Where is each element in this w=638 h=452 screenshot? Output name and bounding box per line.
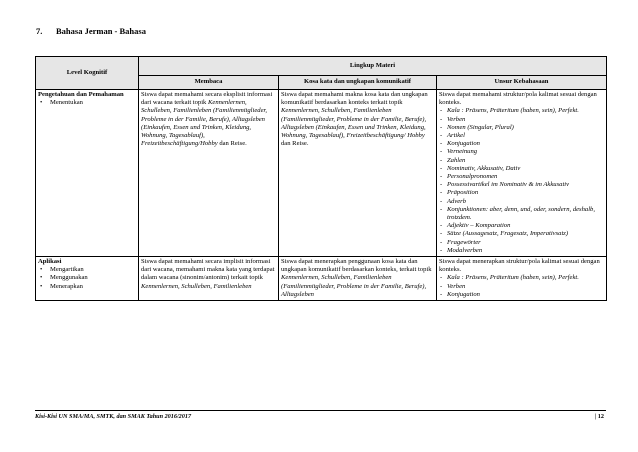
unsur-item: - Konjugation (447, 140, 604, 148)
unsur-intro: Siswa dapat memahami struktur/pola kalimat sesuai dengan konteks. (439, 91, 597, 107)
level-cell (36, 257, 139, 301)
kosa-kata-cell (279, 257, 437, 301)
membaca-text: Siswa dapat memahami secara eksplisit informasi dari wacana terkait topik (141, 91, 273, 107)
table-row (36, 90, 607, 257)
section-title: Bahasa Jerman - Bahasa (56, 26, 146, 36)
kisi-kisi-table (35, 56, 607, 301)
kosa-kata-cell (279, 90, 437, 257)
lingkup-materi-header: Lingkup Materi (139, 57, 607, 76)
membaca-cell (139, 90, 279, 257)
unsur-item: - Adverb (447, 198, 604, 206)
unsur-kebahasaan-header: Unsur Kebahasaan (437, 76, 607, 90)
unsur-list (439, 107, 604, 255)
unsur-item: - Konjugation (447, 291, 604, 299)
unsur-item: - Zahlen (447, 157, 604, 165)
membaca-text: Siswa dapat memahami secara implisit informasi dari wacana, memahami makna kata yang terdapat dalam wacana (sinonim/antonim) terkait topik (141, 258, 275, 282)
unsur-item: - Präposition (447, 189, 604, 197)
kosa-topics: Kennenlernen, Schulleben, Familienleben (Familienmitglieder, Probleme in der Familie, Berufe), Alltagsleben (281, 274, 427, 298)
unsur-item: - Personalpronomen (447, 173, 604, 181)
unsur-item: - Nomen (Singular, Plural) (447, 124, 604, 132)
kosa-kata-header: Kosa kata dan ungkapan komunikatif (279, 76, 437, 90)
kosa-topics: Kennenlernen, Schulleben, Familienleben (Familienmitglieder, Probleme in der Familie, Berufe), Alltagsleben (Einkaufen, Essen und Trinken, Kleidung, Wohnung, Tagesablauf), Freizeitbeschäftigung/ Hobby (281, 107, 427, 140)
kosa-text: Siswa dapat menerapkan penggunaan kosa kata dan ungkapan komunikatif berdasarkan konteks, terkait topik (281, 258, 432, 274)
table-row (36, 257, 607, 301)
level-item: • Menggunakan (46, 274, 136, 282)
page-number: | 12 (594, 413, 604, 420)
unsur-item: - Adjektiv – Komparation (447, 222, 604, 230)
kosa-text: Siswa dapat memahami makna kosa kata dan ungkapan komunikatif berdasarkan konteks terkait topik (281, 91, 428, 107)
level-item: • Menerapkan (46, 283, 136, 291)
membaca-cell (139, 257, 279, 301)
unsur-item: - Verben (447, 283, 604, 291)
unsur-item: - Modalverben (447, 247, 604, 255)
level-title: Pengetahuan dan Pemahaman (38, 91, 124, 98)
level-item: • Menentukan (46, 99, 136, 107)
membaca-topics: Kennenlernen, Schulleben, Familienleben (Familienmitglieder, Probleme in der Familie, Berufe), Alltagsleben (Einkaufen, Essen und Trinken, Kleidung, Wohnung, Tagesablauf), Freizeitbeschäftigung/Hobby (141, 99, 267, 148)
unsur-list (439, 274, 604, 299)
unsur-item: - Verben (447, 116, 604, 124)
unsur-item: - Verneinung (447, 148, 604, 156)
unsur-item: - Nominativ, Akkusativ, Dativ (447, 165, 604, 173)
level-kognitif-header: Level Kognitif (36, 57, 139, 90)
unsur-item: - Artikel (447, 132, 604, 140)
unsur-cell (437, 257, 607, 301)
footer-text: Kisi-Kisi UN SMA/MA, SMTK, dan SMAK Tahun 2016/2017 (35, 413, 192, 420)
kosa-text-end: dan Reise. (281, 140, 309, 148)
unsur-item: - Konjunktionen: aber, denn, und, oder, sondern, deshalb, trotzdem. (447, 206, 604, 222)
level-item: • Mengartikan (46, 266, 136, 274)
unsur-item: - Possessivartikel im Nominativ & im Akkusativ (447, 181, 604, 189)
section-number: 7. (36, 26, 43, 36)
membaca-topics: Kennenlernen, Schulleben, Familienleben (141, 282, 252, 290)
section-heading (36, 26, 146, 36)
unsur-item: - Kala : Präsens, Präteritum (haben, sein), Perfekt. (447, 107, 604, 115)
level-title: Aplikasi (38, 258, 62, 266)
membaca-header: Membaca (139, 76, 279, 90)
membaca-text-end: dan Reise. (217, 140, 247, 148)
unsur-item: - Sätze (Aussagesatz, Fragesatz, Imperativsatz) (447, 230, 604, 238)
level-cell (36, 90, 139, 257)
unsur-cell (437, 90, 607, 257)
page-footer (35, 410, 606, 420)
unsur-item: - Fragewörter (447, 239, 604, 247)
unsur-item: - Kala : Präsens, Präteritum (haben, sein), Perfekt. (447, 274, 604, 282)
unsur-intro: Siswa dapat menerapkan struktur/pola kalimat sesuai dengan konteks. (439, 258, 600, 274)
